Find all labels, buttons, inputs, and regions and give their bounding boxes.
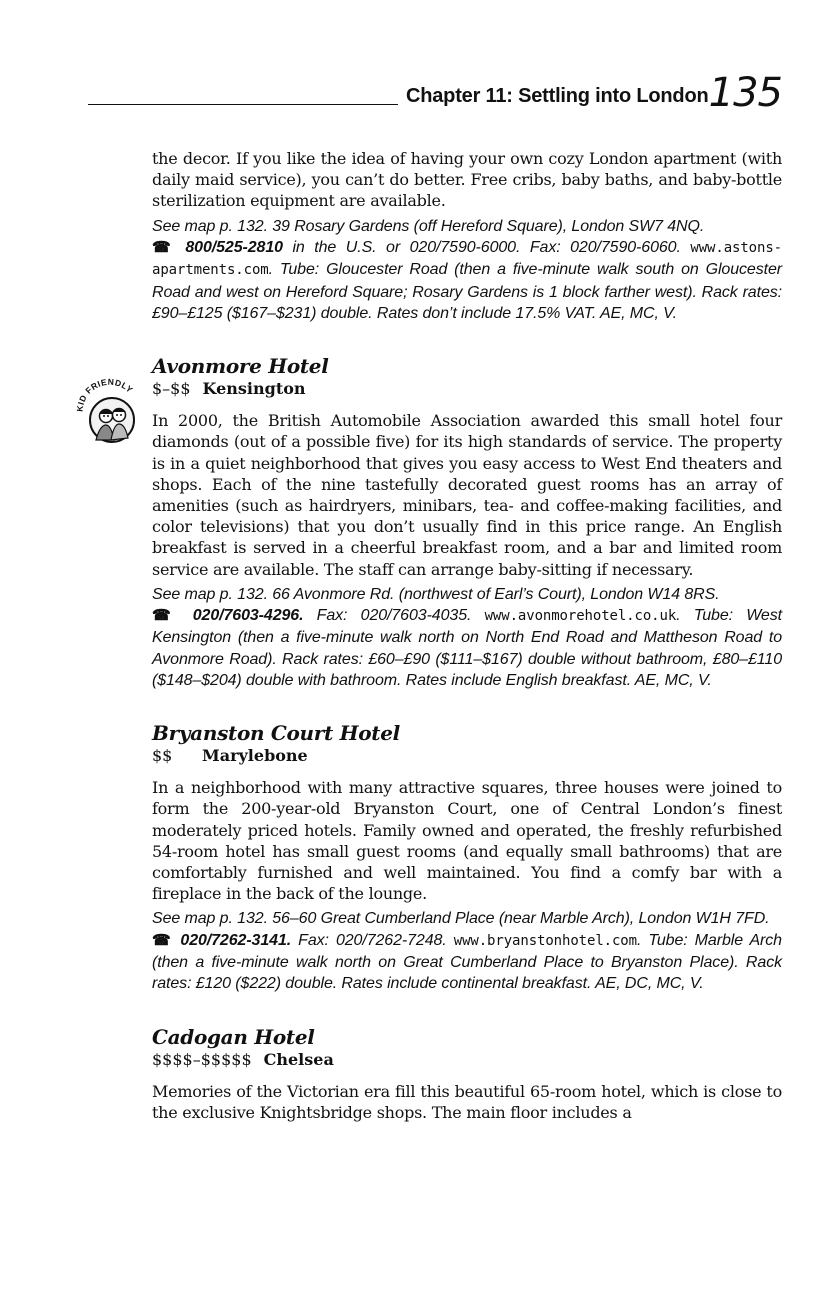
hotel-cadogan (152, 1025, 782, 1123)
main-content (152, 148, 782, 1127)
intro-info (152, 216, 782, 324)
page-number: 135 (708, 70, 782, 116)
hotel-info (152, 908, 782, 994)
hotel-info (152, 584, 782, 691)
running-header (88, 70, 784, 116)
intro-phone: 800/525-2810 (185, 238, 283, 256)
chapter-title: Chapter 11: Settling into London (406, 85, 709, 107)
hotel-info-address: See map p. 132. 66 Avonmore Rd. (northwest of Earl’s Court), London W14 8RS. (152, 585, 720, 603)
header-rule (88, 104, 398, 105)
hotel-name: Cadogan Hotel (152, 1024, 315, 1049)
hotel-url: www.avonmorehotel.co.uk (484, 608, 677, 625)
hotel-bryanston (152, 721, 782, 994)
phone-icon: ☎ (152, 238, 176, 256)
kid-friendly-icon (74, 378, 144, 444)
intro-paragraph: the decor. If you like the idea of having your own cozy London apartment (with daily maid service), you can’t do better. Free cribs, baby baths, and baby-bottle sterilization equipment are available. (152, 149, 782, 211)
hotel-description: Memories of the Victorian era fill this beautiful 65-room hotel, which is close to the exclusive Knightsbridge shops. The main floor includes a (152, 1081, 782, 1122)
hotel-info-fax: Fax: 020/7262-7248. (291, 931, 454, 949)
hotel-name: Avonmore Hotel (152, 354, 329, 379)
hotel-price-area (152, 378, 782, 400)
hotel-info-rest: . Tube: West Kensington (then a five-minute walk north on North End Road and Mattheson Road to Avonmore Road). Rack rates: £60–£90 ($111–$167) double without bathroom, £80–£110 ($148–$204) double with bathroom. Rates include English breakfast. AE, MC, V. (152, 607, 782, 689)
phone-icon: ☎ (152, 607, 180, 625)
hotel-description: In 2000, the British Automobile Association awarded this small hotel four diamonds (out of a possible five) for its high standards of service. The property is in a quiet neighborhood that gives you easy access to West End theaters and shops. Each of the nine tastefully decorated guest rooms has an array of amenities (such as hairdryers, minibars, tea- and coffee-making facilities, and color televisions) that you don’t usually find in this price range. An English breakfast is served in a cheerful breakfast room, and a bar and limited room service are available. The staff can arrange baby-sitting if necessary. (152, 411, 782, 579)
hotel-price: $$$$–$$$$$ (152, 1049, 252, 1069)
hotel-area: Chelsea (263, 1049, 334, 1069)
hotel-info-rest: . Tube: Marble Arch (then a five-minute walk north on Great Cumberland Place to Bryanston Place). Rack rates: £120 ($222) double. Rates include continental breakfast. AE, DC, MC, V. (152, 931, 782, 993)
hotel-price-area (152, 745, 782, 767)
hotel-info-address: See map p. 132. 56–60 Great Cumberland Place (near Marble Arch), London W1H 7FD. (152, 910, 770, 928)
kid-friendly-label: KID FRIENDLY (74, 378, 136, 413)
phone-icon: ☎ (152, 931, 174, 949)
hotel-area: Kensington (202, 379, 306, 399)
hotel-area: Marylebone (202, 746, 308, 766)
hotel-price: $–$$ (152, 379, 191, 399)
intro-info-rest: . Tube: Gloucester Road (then a five-minute walk south on Gloucester Road and west on Hereford Square; Rosary Gardens is 1 block farther west). Rack rates: £90–£125 ($167–$231) double. Rates don’t include 17.5% VAT. AE, MC, V. (152, 261, 782, 322)
hotel-phone: 020/7603-4296. (192, 607, 304, 625)
intro-url: www.astons-apartments.com (152, 239, 782, 279)
intro-info-address: See map p. 132. 39 Rosary Gardens (off Hereford Square), London SW7 4NQ. (152, 217, 705, 235)
hotel-price-area (152, 1049, 782, 1071)
hotel-info-fax: Fax: 020/7603-4035. (303, 607, 485, 625)
hotel-avonmore (152, 354, 782, 691)
hotel-url: www.bryanstonhotel.com (453, 932, 637, 949)
hotel-phone: 020/7262-3141. (180, 931, 292, 949)
hotel-name: Bryanston Court Hotel (152, 721, 400, 746)
hotel-price: $$ (152, 746, 173, 766)
intro-info-fax: in the U.S. or 020/7590-6000. Fax: 020/7590-6060. (282, 238, 691, 256)
hotel-description: In a neighborhood with many attractive squares, three houses were joined to form the 200-year-old Bryanston Court, one of Central London’s finest moderately priced hotels. Family owned and operated, the freshly refurbished 54-room hotel has small guest rooms (and equally small bathrooms) that are comfortably furnished and well maintained. You find a comfy bar with a fireplace in the back of the lounge. (152, 778, 782, 904)
